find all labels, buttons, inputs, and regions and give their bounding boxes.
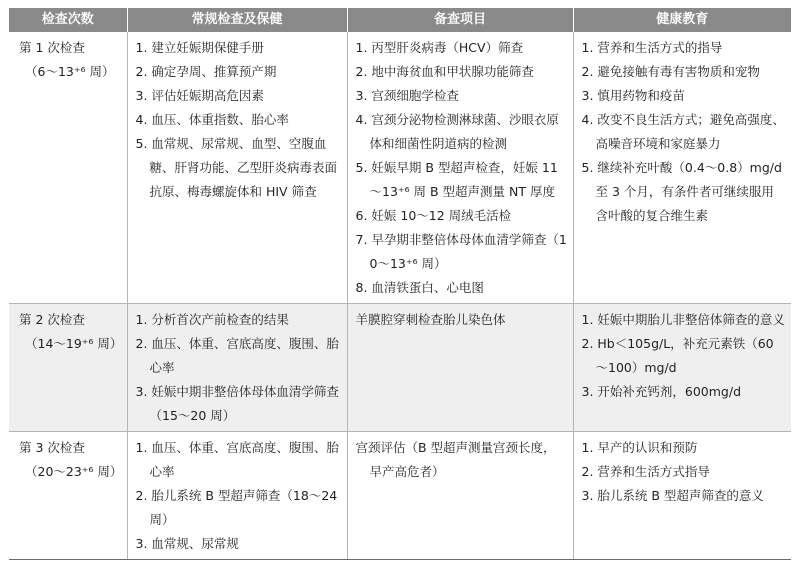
list-item: 2. Hb＜105g/L，补充元素铁（60～100）mg/d — [581, 336, 774, 375]
visit-number: 第 2 次检查 — [19, 312, 85, 327]
visit-week-range: （14～19⁺⁶ 周） — [25, 336, 123, 351]
list-item: 5. 妊娠早期 B 型超声检查，妊娠 11～13⁺⁶ 周 B 型超声测量 NT 厚度 — [355, 160, 558, 199]
visit-number: 第 1 次检查 — [19, 40, 85, 55]
list-item: 1. 营养和生活方式的指导 — [581, 40, 723, 55]
list-item: 1. 妊娠中期胎儿非整倍体筛查的意义 — [581, 312, 785, 327]
header-optional: 备查项目 — [347, 8, 573, 32]
visit-week-range: （6～13⁺⁶ 周） — [25, 64, 115, 79]
list-item: 5. 继续补充叶酸（0.4～0.8）mg/d 至 3 个月，有条件者可继续服用含叶酸的复合维生素 — [581, 160, 782, 223]
table-row — [9, 304, 791, 432]
list-item: 2. 营养和生活方式指导 — [581, 464, 710, 479]
header-education: 健康教育 — [573, 8, 791, 32]
list-item: 2. 确定孕周、推算预产期 — [135, 64, 277, 79]
list-item: 1. 血压、体重、宫底高度、腹围、胎心率 — [135, 440, 339, 479]
prenatal-checkup-table — [9, 8, 791, 560]
list-item: 3. 评估妊娠期高危因素 — [135, 88, 264, 103]
list-item: 4. 改变不良生活方式；避免高强度、高噪音环境和家庭暴力 — [581, 112, 785, 151]
header-row — [9, 8, 791, 32]
list-item: 6. 妊娠 10～12 周绒毛活检 — [355, 208, 512, 223]
list-item: 3. 开始补充钙剂，600mg/d — [581, 384, 742, 399]
routine-cell — [127, 432, 347, 560]
visit-cell — [9, 304, 127, 432]
visit-number: 第 3 次检查 — [19, 440, 85, 455]
list-item: 7. 早孕期非整倍体母体血清学筛查（10～13⁺⁶ 周） — [355, 232, 567, 271]
education-cell — [573, 432, 791, 560]
optional-cell — [347, 32, 573, 304]
list-item: 1. 早产的认识和预防 — [581, 440, 698, 455]
table-row — [9, 432, 791, 560]
routine-cell — [127, 32, 347, 304]
list-item: 2. 避免接触有毒有害物质和宠物 — [581, 64, 760, 79]
list-item: 1. 丙型肝炎病毒（HCV）筛查 — [355, 40, 524, 55]
routine-cell — [127, 304, 347, 432]
optional-cell — [347, 304, 573, 432]
list-item: 3. 妊娠中期非整倍体母体血清学筛查（15～20 周） — [135, 384, 339, 423]
list-item: 3. 血常规、尿常规 — [135, 536, 239, 551]
list-item: 1. 分析首次产前检查的结果 — [135, 312, 289, 327]
list-item: 3. 宫颈细胞学检查 — [355, 88, 459, 103]
list-item: 4. 宫颈分泌物检测淋球菌、沙眼衣原体和细菌性阴道病的检测 — [355, 112, 559, 151]
education-cell — [573, 32, 791, 304]
list-item: 3. 慎用药物和疫苗 — [581, 88, 685, 103]
education-cell — [573, 304, 791, 432]
optional-cell — [347, 432, 573, 560]
list-item: 5. 血常规、尿常规、血型、空腹血糖、肝肾功能、乙型肝炎病毒表面抗原、梅毒螺旋体和 HIV 筛查 — [135, 136, 338, 199]
visit-cell — [9, 32, 127, 304]
table-row — [9, 32, 791, 304]
visit-cell — [9, 432, 127, 560]
header-routine: 常规检查及保健 — [127, 8, 347, 32]
list-item: 宫颈评估（B 型超声测量宫颈长度，早产高危者） — [355, 440, 556, 479]
list-item: 2. 地中海贫血和甲状腺功能筛查 — [355, 64, 534, 79]
list-item: 1. 建立妊娠期保健手册 — [135, 40, 264, 55]
header-visit: 检查次数 — [9, 8, 127, 32]
list-item: 8. 血清铁蛋白、心电图 — [355, 280, 484, 295]
list-item: 3. 胎儿系统 B 型超声筛查的意义 — [581, 488, 764, 503]
list-item: 2. 胎儿系统 B 型超声筛查（18～24 周） — [135, 488, 338, 527]
list-item: 2. 血压、体重、宫底高度、腹围、胎心率 — [135, 336, 339, 375]
list-item: 4. 血压、体重指数、胎心率 — [135, 112, 289, 127]
visit-week-range: （20～23⁺⁶ 周） — [25, 464, 123, 479]
list-item: 羊膜腔穿刺检查胎儿染色体 — [355, 312, 506, 327]
